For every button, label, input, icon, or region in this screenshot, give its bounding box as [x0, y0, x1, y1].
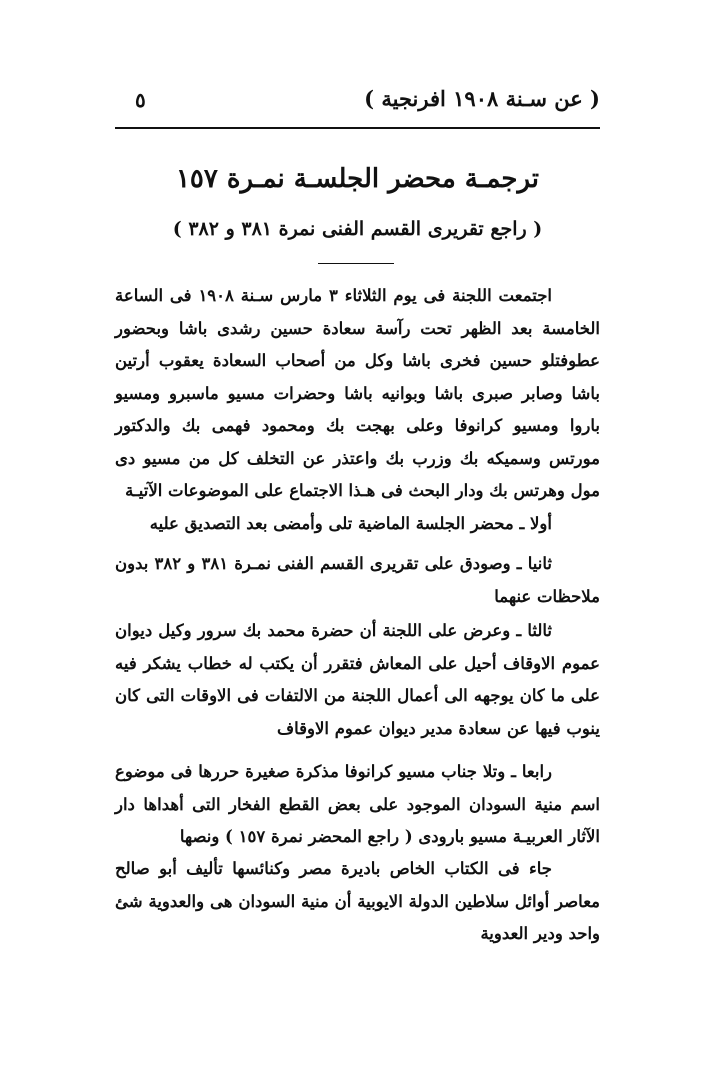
paragraph-quote: جاء فى الكتاب الخاص باديرة مصر وكنائسها تأليف أبو صالح معاصر أوائل سلاطين الدولة الايوبية أن منية السودان هى والعدوية شئ واحد ودير العدوية: [115, 859, 600, 943]
running-title: ( عن سـنة ١٩٠٨ افرنجية ): [364, 86, 600, 111]
title-divider: [318, 263, 394, 264]
paragraph-item-first: أولا ـ محضر الجلسة الماضية تلى وأمضى بعد التصديق عليه: [149, 514, 552, 533]
paragraph-item-second: ثانيا ـ وصودق على تقريرى القسم الفنى نمـرة ٣٨١ و ٣٨٢ بدون ملاحظات عنهما: [115, 554, 600, 606]
page-header: [115, 86, 600, 120]
minutes-subtitle: ( راجع تقريرى القسم الفنى نمرة ٣٨١ و ٣٨٢ ): [172, 218, 543, 240]
header-rule: [115, 127, 600, 129]
paragraph-item-fourth: رابعا ـ وتلا جناب مسيو كرانوفا مذكرة صغيرة حررها فى موضوع اسم منية السودان الموجود على بعض القطع الفخار التى أهداها دار الآثار العربيـة مسيو بارودى ( راجع المحضر نمرة ١٥٧ ) ونصها: [115, 762, 600, 846]
paragraph-intro: اجتمعت اللجنة فى يوم الثلاثاء ٣ مارس سـنة ١٩٠٨ فى الساعة الخامسة بعد الظهر تحت رآسة سعادة حسين رشدى باشا وبحضور عطوفتلو حسين فخرى باشا وكل من أصحاب السعادة يعقوب أرتين باشا وصابر صبرى باشا وبوانيه باشا وحضرات مسيو ماسبرو ومسيو باروا ومسيو كرانوفا وعلى بهجت بك ومحمود فهمى بك والدكتور مورتس وسميكه بك وزرب بك واعتذر عن التخلف كل من مسيو دى مول وهرتس بك ودار البحث فى هـذا الاجتماع على الموضوعات الآتيـة: [115, 286, 600, 500]
page-number: ٥: [135, 88, 146, 112]
paragraph-item-third: ثالثا ـ وعرض على اللجنة أن حضرة محمد بك سرور وكيل ديوان عموم الاوقاف أحيل على المعاش فتقرر أن يكتب له خطاب يشكر فيه على ما كان يوجهه الى أعمال اللجنة من الالتفات فى الاوقات التى كان ينوب فيها عن سعادة مدير ديوان عموم الاوقاف: [115, 621, 600, 738]
minutes-title: ترجمـة محضر الجلسـة نمـرة ١٥٧: [175, 164, 540, 194]
